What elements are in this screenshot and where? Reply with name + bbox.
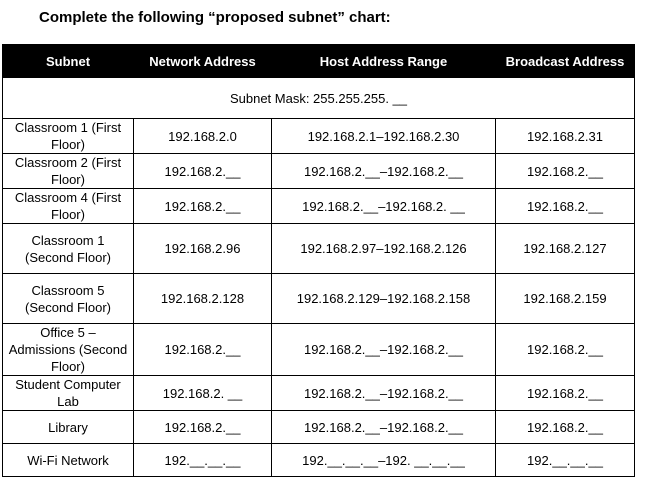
host-range-cell: 192.__.__.__–192. __.__.__ [272,444,496,477]
network-address-cell: 192.168.2. __ [134,376,272,411]
table-row [3,411,635,444]
host-range-cell: 192.168.2.__–192.168.2.__ [272,376,496,411]
header-broadcast-address: Broadcast Address [496,45,635,78]
table-row [3,444,635,477]
broadcast-address-cell: 192.168.2.__ [496,189,635,224]
host-range-cell: 192.168.2.97–192.168.2.126 [272,224,496,274]
subnet-cell: Office 5 – Admissions (Second Floor) [3,324,134,376]
subnet-cell: Classroom 2 (First Floor) [3,154,134,189]
broadcast-address-cell: 192.168.2.159 [496,274,635,324]
subnet-cell: Classroom 4 (First Floor) [3,189,134,224]
host-range-cell: 192.168.2.__–192.168.2.__ [272,154,496,189]
table-row [3,119,635,154]
broadcast-address-cell: 192.168.2.__ [496,376,635,411]
broadcast-address-cell: 192.__.__.__ [496,444,635,477]
subnet-cell: Classroom 5 (Second Floor) [3,274,134,324]
table-row [3,324,635,376]
table-row [3,274,635,324]
network-address-cell: 192.168.2.__ [134,324,272,376]
table-row [3,189,635,224]
host-range-cell: 192.168.2.129–192.168.2.158 [272,274,496,324]
broadcast-address-cell: 192.168.2.__ [496,324,635,376]
host-range-cell: 192.168.2.1–192.168.2.30 [272,119,496,154]
proposed-subnet-table [2,44,635,477]
subnet-cell: Classroom 1 (Second Floor) [3,224,134,274]
network-address-cell: 192.168.2.__ [134,154,272,189]
subnet-cell: Wi-Fi Network [3,444,134,477]
table-row [3,154,635,189]
network-address-cell: 192.168.2.__ [134,189,272,224]
header-network-address: Network Address [134,45,272,78]
header-host-address-range: Host Address Range [272,45,496,78]
table-row [3,376,635,411]
table-row [3,224,635,274]
chart-heading: Complete the following “proposed subnet” chart: [39,9,391,26]
host-range-cell: 192.168.2.__–192.168.2.__ [272,411,496,444]
header-subnet: Subnet [3,45,134,78]
subnet-mask-cell: Subnet Mask: 255.255.255. __ [3,78,635,119]
subnet-mask-row [3,78,635,119]
broadcast-address-cell: 192.168.2.31 [496,119,635,154]
broadcast-address-cell: 192.168.2.__ [496,154,635,189]
subnet-cell: Library [3,411,134,444]
network-address-cell: 192.168.2.__ [134,411,272,444]
host-range-cell: 192.168.2.__–192.168.2. __ [272,189,496,224]
broadcast-address-cell: 192.168.2.__ [496,411,635,444]
network-address-cell: 192.__.__.__ [134,444,272,477]
table-header-row [3,45,635,78]
host-range-cell: 192.168.2.__–192.168.2.__ [272,324,496,376]
subnet-cell: Classroom 1 (First Floor) [3,119,134,154]
network-address-cell: 192.168.2.96 [134,224,272,274]
network-address-cell: 192.168.2.128 [134,274,272,324]
broadcast-address-cell: 192.168.2.127 [496,224,635,274]
network-address-cell: 192.168.2.0 [134,119,272,154]
subnet-cell: Student Computer Lab [3,376,134,411]
